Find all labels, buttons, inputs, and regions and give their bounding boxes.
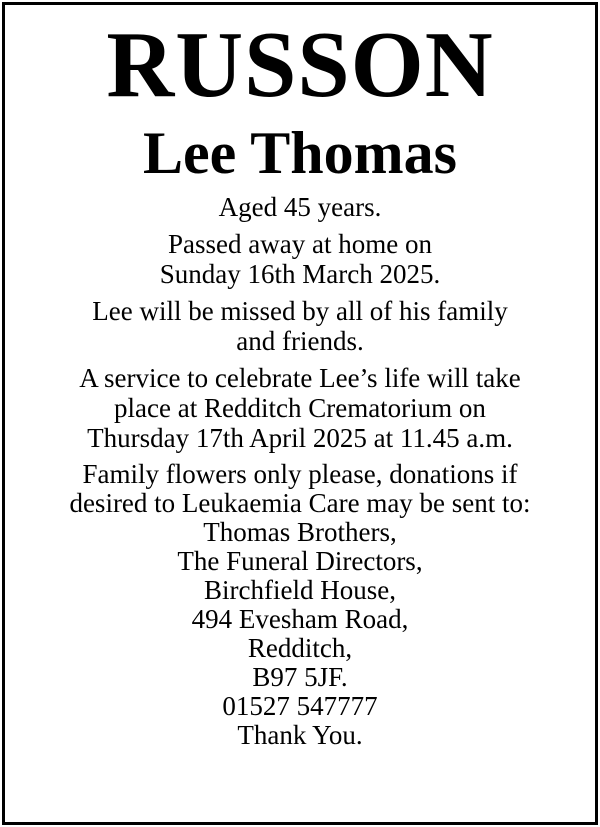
missed-line: and friends.: [236, 326, 364, 356]
flowers-line: desired to Leukaemia Care may be sent to:: [69, 488, 531, 518]
passed-line: Sunday 16th March 2025.: [159, 259, 441, 289]
notice-body: [5, 192, 595, 750]
address-line: Redditch,: [247, 633, 353, 663]
missed-line: Lee will be missed by all of his family: [92, 296, 508, 326]
flowers-paragraph: [5, 460, 595, 750]
address-line: 494 Evesham Road,: [191, 604, 409, 634]
thanks-line: Thank You.: [237, 720, 363, 750]
address-line: Thomas Brothers,: [203, 517, 397, 547]
missed-paragraph: [5, 296, 595, 356]
surname-heading: RUSSON: [106, 13, 494, 117]
address-line: B97 5JF.: [252, 662, 348, 692]
forenames-heading: Lee Thomas: [143, 120, 457, 186]
address-line: The Funeral Directors,: [177, 546, 423, 576]
age-text: Aged 45 years.: [218, 192, 382, 222]
age-line: [5, 192, 595, 222]
address-line: Birchfield House,: [204, 575, 396, 605]
passed-line: Passed away at home on: [168, 229, 432, 259]
passed-paragraph: [5, 229, 595, 289]
flowers-line: Family flowers only please, donations if: [82, 459, 518, 489]
service-line: Thursday 17th April 2025 at 11.45 a.m.: [87, 423, 513, 453]
phone-line: 01527 547777: [222, 691, 378, 721]
death-notice: [2, 2, 598, 825]
service-line: place at Redditch Crematorium on: [114, 393, 486, 423]
service-paragraph: [5, 363, 595, 453]
service-line: A service to celebrate Lee’s life will take: [79, 363, 521, 393]
